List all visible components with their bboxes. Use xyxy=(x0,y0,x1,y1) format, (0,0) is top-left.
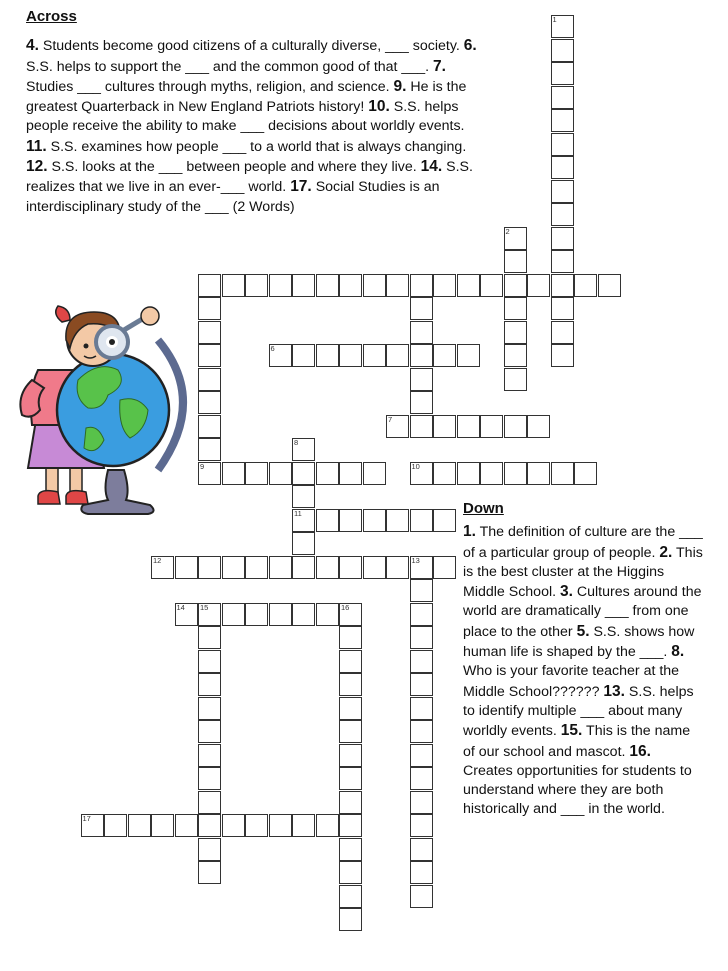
grid-cell[interactable] xyxy=(339,697,362,720)
grid-cell[interactable] xyxy=(574,274,597,297)
clue-13-text: S.S. helps to identify multiple ___ about many worldly events. xyxy=(463,683,694,740)
grid-cell[interactable] xyxy=(457,462,480,485)
grid-cell[interactable] xyxy=(410,509,433,532)
grid-cell[interactable] xyxy=(245,814,268,837)
clue-11-number: 11. xyxy=(26,137,47,155)
grid-cell[interactable] xyxy=(410,673,433,696)
girl-with-globe-illustration xyxy=(8,300,208,520)
grid-cell[interactable] xyxy=(316,509,339,532)
grid-cell[interactable] xyxy=(292,344,315,367)
clue-6-text: S.S. helps to support the ___ and the common good of that ___. xyxy=(26,58,433,75)
grid-cell[interactable] xyxy=(504,344,527,367)
grid-cell[interactable] xyxy=(292,462,315,485)
grid-cell[interactable] xyxy=(339,274,362,297)
grid-cell[interactable] xyxy=(198,744,221,767)
grid-cell[interactable] xyxy=(504,368,527,391)
grid-cell[interactable] xyxy=(551,86,574,109)
grid-cell[interactable] xyxy=(198,861,221,884)
grid-cell[interactable] xyxy=(386,509,409,532)
grid-cell[interactable] xyxy=(292,532,315,555)
grid-cell[interactable] xyxy=(410,838,433,861)
grid-cell[interactable] xyxy=(316,814,339,837)
grid-cell[interactable] xyxy=(269,462,292,485)
cell-number-label: 12 xyxy=(153,555,162,565)
clue-9-text: He is the greatest Quarterback in New England Patriots history! xyxy=(26,78,467,116)
clue-7-text: Studies ___ cultures through myths, religion, and science. xyxy=(26,78,394,95)
grid-cell[interactable] xyxy=(245,274,268,297)
grid-cell[interactable] xyxy=(198,650,221,673)
grid-cell[interactable] xyxy=(222,462,245,485)
grid-cell[interactable] xyxy=(386,344,409,367)
grid-cell[interactable] xyxy=(551,203,574,226)
clue-17-number: 17. xyxy=(290,178,312,196)
grid-cell[interactable] xyxy=(198,274,221,297)
clue-7-number: 7. xyxy=(432,57,446,75)
clue-8-text: Who is your favorite teacher at the Middle School?????? xyxy=(463,663,680,700)
grid-cell[interactable] xyxy=(339,509,362,532)
grid-cell[interactable] xyxy=(504,462,527,485)
grid-cell[interactable] xyxy=(480,462,503,485)
grid-cell[interactable] xyxy=(504,297,527,320)
grid-cell[interactable] xyxy=(551,344,574,367)
grid-cell[interactable] xyxy=(222,556,245,579)
cell-number-label: 1 xyxy=(552,15,557,24)
grid-cell[interactable] xyxy=(198,626,221,649)
grid-cell[interactable] xyxy=(410,744,433,767)
clue-5-text: S.S. shows how human life is shaped by the ___. xyxy=(463,623,695,661)
grid-cell[interactable] xyxy=(410,274,433,297)
grid-cell[interactable] xyxy=(292,274,315,297)
grid-cell[interactable] xyxy=(198,556,221,579)
grid-cell[interactable] xyxy=(339,462,362,485)
down-clues-text xyxy=(463,524,703,817)
grid-cell[interactable] xyxy=(527,274,550,297)
grid-cell[interactable] xyxy=(339,908,362,931)
grid-cell[interactable] xyxy=(245,462,268,485)
clue-8-number: 8. xyxy=(671,643,685,661)
grid-cell[interactable] xyxy=(151,814,174,837)
clue-2-number: 2. xyxy=(659,543,673,561)
grid-cell[interactable] xyxy=(339,861,362,884)
clue-2-text: This is the best cluster at the Higgins Middle School. xyxy=(463,544,703,601)
cell-number-label: 16 xyxy=(341,602,350,612)
clue-15-number: 15. xyxy=(560,722,583,740)
grid-cell[interactable] xyxy=(410,697,433,720)
grid-cell[interactable] xyxy=(339,673,362,696)
across-clues-text xyxy=(26,38,477,214)
grid-cell[interactable] xyxy=(433,274,456,297)
grid-cell[interactable] xyxy=(316,274,339,297)
clue-13-number: 13. xyxy=(603,682,625,700)
clue-3-number: 3. xyxy=(560,583,573,601)
grid-cell[interactable] xyxy=(339,791,362,814)
grid-cell[interactable] xyxy=(574,462,597,485)
grid-cell[interactable] xyxy=(410,626,433,649)
grid-cell[interactable] xyxy=(551,227,574,250)
grid-cell[interactable] xyxy=(598,274,621,297)
grid-cell[interactable] xyxy=(457,415,480,438)
grid-cell[interactable] xyxy=(198,720,221,743)
clue-5-number: 5. xyxy=(576,622,590,640)
grid-cell[interactable] xyxy=(433,556,456,579)
grid-cell[interactable] xyxy=(363,462,386,485)
clue-4-text: Students become good citizens of a culturally diverse, ___ society. xyxy=(38,38,464,55)
grid-cell[interactable] xyxy=(292,814,315,837)
cell-number-label: 11 xyxy=(294,508,302,518)
down-heading: Down xyxy=(463,500,504,517)
clue-1-text: The definition of culture are the ___ of a particular group of people. xyxy=(463,524,703,561)
grid-cell[interactable] xyxy=(175,814,198,837)
grid-cell[interactable] xyxy=(410,861,433,884)
cell-number-label: 9 xyxy=(200,461,205,471)
grid-cell[interactable] xyxy=(292,603,315,626)
grid-cell[interactable] xyxy=(245,556,268,579)
grid-cell[interactable] xyxy=(410,415,433,438)
clue-17-text: Social Studies is an interdisciplinary study of the ___ (2 Words) xyxy=(26,179,440,215)
grid-cell[interactable] xyxy=(269,603,292,626)
grid-cell[interactable] xyxy=(292,485,315,508)
grid-cell[interactable] xyxy=(410,391,433,414)
cell-number-label: 2 xyxy=(505,226,510,236)
grid-cell[interactable] xyxy=(245,603,268,626)
grid-cell[interactable] xyxy=(363,556,386,579)
grid-cell[interactable] xyxy=(551,274,574,297)
grid-cell[interactable] xyxy=(269,556,292,579)
grid-cell[interactable] xyxy=(316,556,339,579)
cell-number-label: 17 xyxy=(82,814,91,823)
grid-cell[interactable] xyxy=(551,156,574,179)
grid-cell[interactable] xyxy=(339,885,362,908)
grid-cell[interactable] xyxy=(551,109,574,132)
grid-cell[interactable] xyxy=(198,791,221,814)
grid-cell[interactable] xyxy=(339,556,362,579)
clue-12-number: 12. xyxy=(26,158,48,176)
grid-cell[interactable] xyxy=(198,673,221,696)
grid-cell[interactable] xyxy=(339,838,362,861)
grid-cell[interactable] xyxy=(269,814,292,837)
clue-16-number: 16. xyxy=(629,742,651,760)
grid-cell[interactable] xyxy=(551,39,574,62)
clue-16-text: Creates opportunities for students to understand where they are both historically and ___ in the world. xyxy=(463,762,692,818)
cell-number-label: 6 xyxy=(270,344,275,353)
grid-cell[interactable] xyxy=(551,462,574,485)
grid-cell[interactable] xyxy=(480,274,503,297)
cell-number-label: 15 xyxy=(200,602,209,612)
grid-cell[interactable] xyxy=(339,767,362,790)
clue-14-text: S.S. realizes that we live in an ever-___ world. xyxy=(26,159,473,196)
grid-cell[interactable] xyxy=(410,297,433,320)
grid-cell[interactable] xyxy=(410,720,433,743)
grid-cell[interactable] xyxy=(339,814,362,837)
cell-number-label: 10 xyxy=(411,461,420,471)
grid-cell[interactable] xyxy=(457,344,480,367)
grid-cell[interactable] xyxy=(410,791,433,814)
grid-cell[interactable] xyxy=(104,814,127,837)
grid-cell[interactable] xyxy=(551,180,574,203)
across-clues xyxy=(26,7,486,217)
grid-cell[interactable] xyxy=(316,462,339,485)
grid-cell[interactable] xyxy=(339,626,362,649)
grid-cell[interactable] xyxy=(339,744,362,767)
grid-cell[interactable] xyxy=(480,415,503,438)
clue-1-number: 1. xyxy=(463,523,476,541)
grid-cell[interactable] xyxy=(198,767,221,790)
cell-number-label: 8 xyxy=(294,438,299,447)
grid-cell[interactable] xyxy=(410,814,433,837)
grid-cell[interactable] xyxy=(410,579,433,602)
grid-cell[interactable] xyxy=(198,838,221,861)
clue-3-text: Cultures around the world are dramatically ___ from one place to the other xyxy=(463,584,702,640)
grid-cell[interactable] xyxy=(551,297,574,320)
grid-cell[interactable] xyxy=(410,767,433,790)
grid-cell[interactable] xyxy=(339,650,362,673)
grid-cell[interactable] xyxy=(551,321,574,344)
grid-cell[interactable] xyxy=(527,462,550,485)
grid-cell[interactable] xyxy=(527,415,550,438)
clue-11-text: S.S. examines how people ___ to a world that is always changing. xyxy=(46,138,467,155)
grid-cell[interactable] xyxy=(386,274,409,297)
grid-cell[interactable] xyxy=(551,133,574,156)
clue-9-number: 9. xyxy=(393,77,407,95)
cell-number-label: 13 xyxy=(411,555,420,565)
grid-cell[interactable] xyxy=(222,274,245,297)
grid-cell[interactable] xyxy=(410,368,433,391)
clue-6-number: 6. xyxy=(463,37,477,55)
grid-cell[interactable] xyxy=(363,344,386,367)
clue-10-text: S.S. helps people receive the ability to make ___ decisions about worldly events. xyxy=(26,99,465,135)
grid-cell[interactable] xyxy=(292,556,315,579)
grid-cell[interactable] xyxy=(222,814,245,837)
grid-cell[interactable] xyxy=(410,344,433,367)
grid-cell[interactable] xyxy=(433,462,456,485)
grid-cell[interactable] xyxy=(504,274,527,297)
grid-cell[interactable] xyxy=(339,344,362,367)
grid-cell[interactable] xyxy=(198,814,221,837)
clue-12-text: S.S. looks at the ___ between people and where they live. xyxy=(47,159,421,176)
grid-cell[interactable] xyxy=(363,509,386,532)
grid-cell[interactable] xyxy=(316,344,339,367)
grid-cell[interactable] xyxy=(410,603,433,626)
grid-cell[interactable] xyxy=(433,509,456,532)
grid-cell[interactable] xyxy=(316,603,339,626)
grid-cell[interactable] xyxy=(433,344,456,367)
grid-cell[interactable] xyxy=(551,62,574,85)
grid-cell[interactable] xyxy=(551,250,574,273)
down-clues xyxy=(463,499,703,820)
clue-14-number: 14. xyxy=(420,158,443,176)
grid-cell[interactable] xyxy=(504,415,527,438)
grid-cell[interactable] xyxy=(222,603,245,626)
clue-4-number: 4. xyxy=(26,37,39,55)
grid-cell[interactable] xyxy=(175,556,198,579)
grid-cell[interactable] xyxy=(386,556,409,579)
grid-cell[interactable] xyxy=(198,697,221,720)
grid-cell[interactable] xyxy=(339,720,362,743)
grid-cell[interactable] xyxy=(269,274,292,297)
grid-cell[interactable] xyxy=(410,650,433,673)
across-heading: Across xyxy=(26,8,77,25)
grid-cell[interactable] xyxy=(504,250,527,273)
cell-number-label: 14 xyxy=(176,602,185,612)
grid-cell[interactable] xyxy=(433,415,456,438)
cell-number-label: 7 xyxy=(388,414,393,424)
grid-cell[interactable] xyxy=(410,885,433,908)
clue-10-number: 10. xyxy=(368,98,390,116)
grid-cell[interactable] xyxy=(410,321,433,344)
clue-15-text: This is the name of our school and mascot. xyxy=(463,723,691,760)
grid-cell[interactable] xyxy=(504,321,527,344)
grid-cell[interactable] xyxy=(457,274,480,297)
grid-cell[interactable] xyxy=(363,274,386,297)
grid-cell[interactable] xyxy=(128,814,151,837)
